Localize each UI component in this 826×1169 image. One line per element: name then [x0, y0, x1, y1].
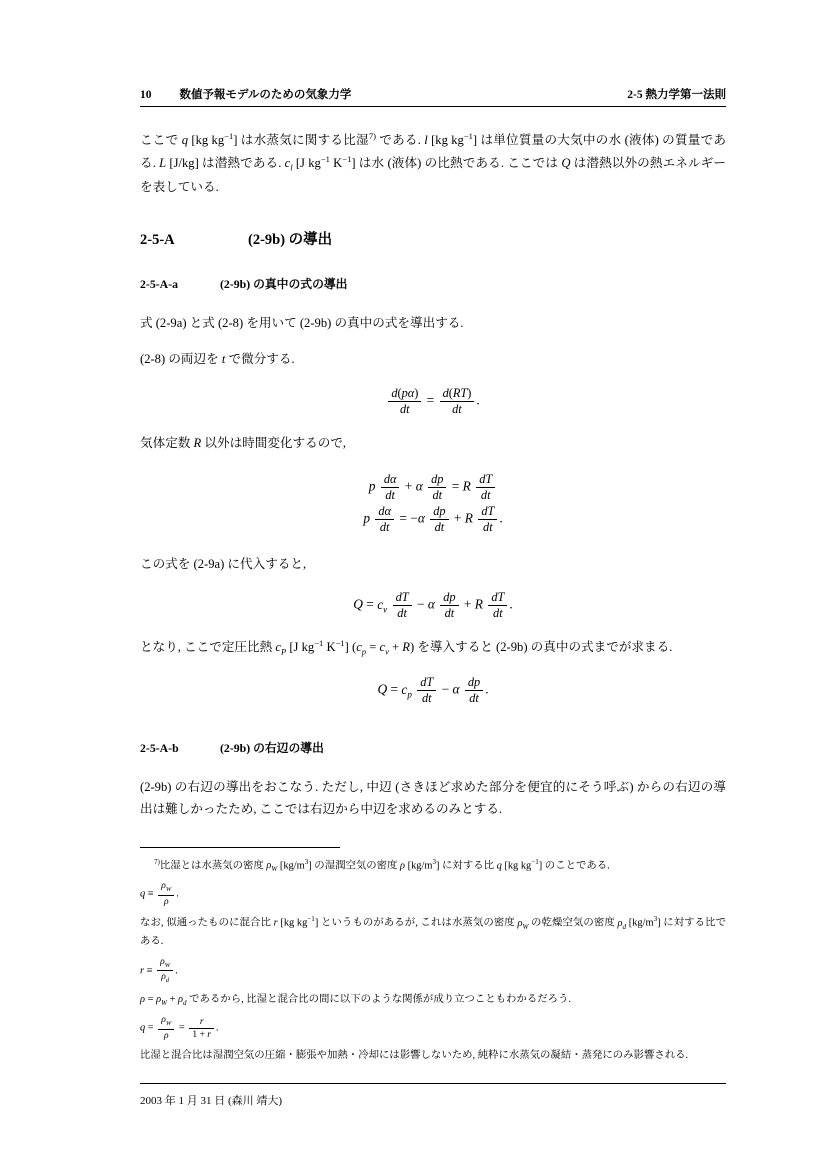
running-header: [140, 86, 726, 106]
footnote-marker: 7): [154, 857, 160, 866]
equation-Q-cp: $Q = c_p$ $\frac{dT}{dt}$ − α $\frac{dp}{dt}$ .: [377, 675, 489, 705]
subsection-b-title: (2-9b) の右辺の導出: [220, 740, 324, 755]
subsection-a-paragraph-5: となり, ここで定圧比熱 $c_P$ [J $kg^{-1}$ $K^{-1}$] $(c_p = c_v + R)$ を導入すると (2-9b) の真中の式までが求まる.: [140, 638, 673, 657]
equation-dpalpha-dt: $\frac{d(p\alpha)}{dt}$ = $\frac{d(RT)}{dt}$ .: [140, 387, 726, 416]
footnote-equation-r: r ≡ $\frac{\rho_W}{\rho_d}$ .: [140, 955, 178, 985]
subsection-b-number: 2-5-A-b: [140, 740, 179, 755]
subsection-a-title: (2-9b) の真中の式の導出: [220, 276, 348, 291]
section-title: (2-9b) の導出: [248, 231, 333, 248]
section-heading: [140, 228, 726, 249]
footnote-equation-q-r: q = $\frac{\rho_W}{\rho}$ = $\frac{r}{1 + r}$ .: [140, 1014, 219, 1042]
footnote-text-3: $\rho = \rho_W + \rho_d$ であるから, 比湿と混合比の間に以下のような関係が成り立つこともわかるだろう.: [140, 994, 571, 1008]
footnote-text-1: $^{7)}$比湿とは水蒸気の密度 $\rho_W$ $[kg/m^3]$ の湿潤空気の密度 ρ $[kg/m^3]$ に対する比 q [kg $kg^{-1}$] のことである.: [154, 857, 610, 874]
footnote-rule: [140, 847, 340, 848]
equation-line-1: p $\frac{d\alpha}{dt}$ + α $\frac{dp}{dt}$ = R $\frac{dT}{dt}$: [363, 473, 502, 502]
footnote-equation-q: q ≡ $\frac{\rho_W}{\rho}$ .: [140, 880, 179, 908]
equation-line-2: p $\frac{d\alpha}{dt}$ = −α $\frac{dp}{dt}$ + R $\frac{dT}{dt}$ .: [363, 503, 503, 534]
subsection-a-paragraph-3: 気体定数 R 以外は時間変化するので,: [140, 435, 347, 450]
subsection-b-paragraph-1: (2-9b) の右辺の導出をおこなう. ただし, 中辺 (さきほど求めた部分を便宜的にそう呼ぶ) からの右辺の導出は難しかったため, ここでは右辺から中辺を求めるのみとする.: [140, 779, 726, 817]
subsection-a-paragraph-1: 式 (2-9a) と式 (2-8) を用いて (2-9b) の真中の式を導出する.: [140, 315, 464, 330]
intro-paragraph: ここで q [kg $kg^{-1}$] は水蒸気に関する比湿$^{7)}$ である. l [kg $kg^{-1}$] は単位質量の大気中の水 (液体) の質量である. L [J/kg] は潜熱である. $c_l$ [J $kg^{-1}$ $K^{-1}$] は水 (液体) の比熱である. ここでは Q は潜熱以外の熱エネルギーを表している.: [140, 131, 726, 194]
subsection-a-paragraph-2: (2-8) の両辺を t で微分する.: [140, 352, 295, 367]
section-number: 2-5-A: [140, 231, 175, 248]
footer-rule: [140, 1083, 726, 1108]
equation-Q-cv: $Q = c_v$ $\frac{dT}{dt}$ − α $\frac{dp}{dt}$ + R $\frac{dT}{dt}$ .: [353, 590, 513, 621]
header-book-title: 数値予報モデルのための気象力学: [179, 89, 352, 101]
page-number: 10: [140, 89, 152, 101]
footnote-text-4: 比湿と混合比は湿潤空気の圧縮・膨張や加熱・冷却には影響しないため, 純粋に水蒸気の凝結・蒸発にのみ影響される.: [140, 1050, 689, 1062]
subsection-a-number: 2-5-A-a: [140, 276, 178, 291]
footnote-text-2: なお, 似通ったものに混合比 r [kg $kg^{-1}$] というものがあるが, これは水蒸気の密度 $\rho_W$ の乾燥空気の密度 $\rho_d$ $[kg/m^3]$ に対する比である.: [140, 915, 726, 947]
subsection-a-heading: [140, 275, 726, 292]
header-section-title: 2-5 熱力学第一法則: [627, 89, 726, 101]
subsection-a-paragraph-4: この式を (2-9a) に代入すると,: [140, 556, 307, 571]
equation-expanded-pair: [140, 470, 726, 537]
page-content: [140, 86, 726, 1108]
subsection-b-heading: [140, 739, 726, 756]
running-header-left: [140, 86, 351, 102]
header-rule: [140, 106, 726, 107]
footer-text: 2003 年 1 月 31 日 (森川 靖大): [140, 1095, 283, 1108]
